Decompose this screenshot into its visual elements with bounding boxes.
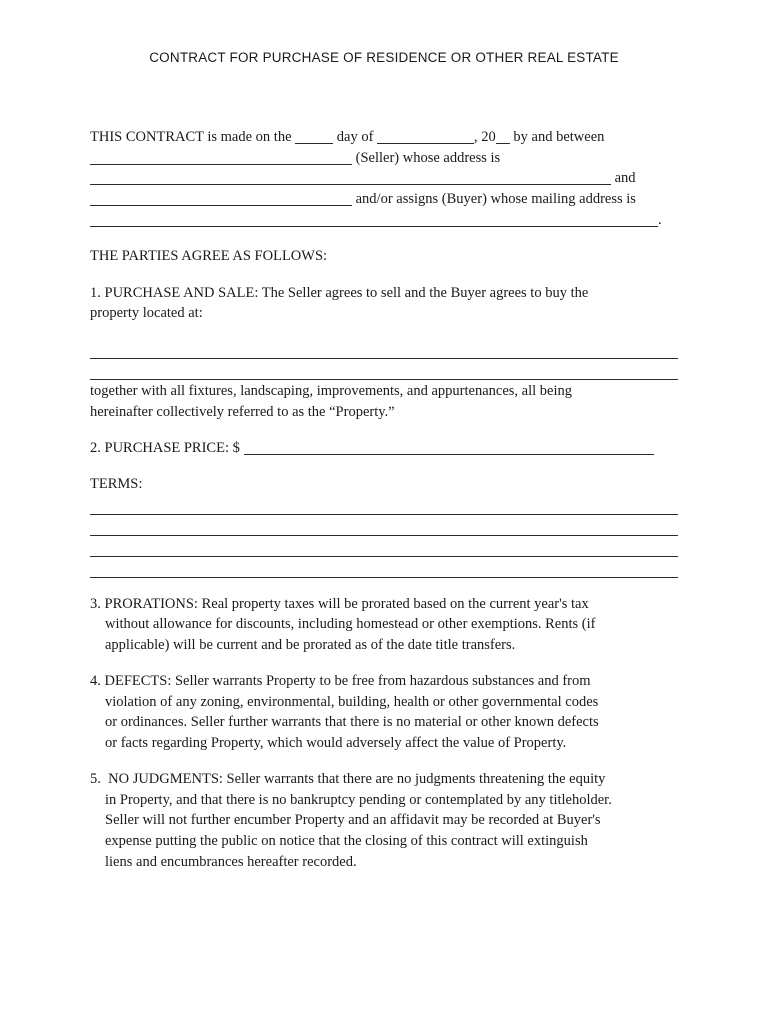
property-location-blank[interactable] <box>90 342 678 362</box>
terms-blank[interactable] <box>90 498 678 518</box>
terms-blank[interactable] <box>90 540 678 560</box>
section-4-line: 4. DEFECTS: Seller warrants Property to be free from hazardous substances and from <box>90 673 591 689</box>
buyer-name-blank[interactable] <box>90 189 352 209</box>
section-4-line: or facts regarding Property, which would adversely affect the value of Property. <box>105 735 567 751</box>
terms-label: TERMS: <box>90 476 143 492</box>
purchase-price-line <box>90 438 654 458</box>
section-5-line: expense putting the public on notice that the closing of this contract will extinguish <box>105 833 588 849</box>
section-4-line: or ordinances. Seller further warrants that there is no material or other known defects <box>105 714 599 730</box>
intro-text: by and between <box>509 129 605 145</box>
parties-agree-heading: THE PARTIES AGREE AS FOLLOWS: <box>90 248 328 264</box>
intro-line-4 <box>90 189 636 209</box>
month-blank[interactable] <box>377 127 474 147</box>
section-3-line: without allowance for discounts, including homestead or other exemptions. Rents (if <box>105 616 596 632</box>
seller-name-blank[interactable] <box>90 148 352 168</box>
purchase-price-label: 2. PURCHASE PRICE: $ <box>90 440 244 456</box>
day-blank[interactable] <box>295 127 333 147</box>
section-5-line: in Property, and that there is no bankruptcy pending or contemplated by any titleholder. <box>105 792 612 808</box>
intro-text: and <box>611 170 636 186</box>
property-location-blank[interactable] <box>90 363 678 383</box>
intro-line-3 <box>90 168 636 188</box>
intro-text: . <box>658 212 662 228</box>
intro-text: and/or assigns (Buyer) whose mailing address is <box>352 191 636 207</box>
purchase-price-blank[interactable] <box>244 438 654 458</box>
section-1-line: hereinafter collectively referred to as the “Property.” <box>90 404 395 420</box>
intro-line-1 <box>90 127 604 147</box>
document-title: CONTRACT FOR PURCHASE OF RESIDENCE OR OTHER REAL ESTATE <box>149 50 619 65</box>
intro-text: THIS CONTRACT is made on the <box>90 129 296 145</box>
terms-blank[interactable] <box>90 561 678 581</box>
intro-line-5 <box>90 210 662 230</box>
section-3-line: applicable) will be current and be prorated as of the date title transfers. <box>105 637 516 653</box>
buyer-address-blank[interactable] <box>90 210 658 230</box>
section-4-line: violation of any zoning, environmental, building, health or other governmental codes <box>105 694 599 710</box>
intro-text: (Seller) whose address is <box>352 150 501 166</box>
section-5-line: liens and encumbrances hereafter recorded. <box>105 854 357 870</box>
intro-text: , 20 <box>474 129 496 145</box>
year-blank[interactable] <box>496 127 510 147</box>
section-3-line: 3. PRORATIONS: Real property taxes will be prorated based on the current year's tax <box>90 596 589 612</box>
terms-blank[interactable] <box>90 519 678 539</box>
section-5-line: Seller will not further encumber Property and an affidavit may be recorded at Buyer's <box>105 812 601 828</box>
section-5-line: 5. NO JUDGMENTS: Seller warrants that there are no judgments threatening the equity <box>90 771 606 787</box>
section-1-line: 1. PURCHASE AND SALE: The Seller agrees to sell and the Buyer agrees to buy the <box>90 285 589 301</box>
seller-address-blank[interactable] <box>90 168 611 188</box>
intro-text: day of <box>333 129 378 145</box>
section-1-line: together with all fixtures, landscaping, improvements, and appurtenances, all being <box>90 383 572 399</box>
intro-line-2 <box>90 148 500 168</box>
section-1-line: property located at: <box>90 305 203 321</box>
